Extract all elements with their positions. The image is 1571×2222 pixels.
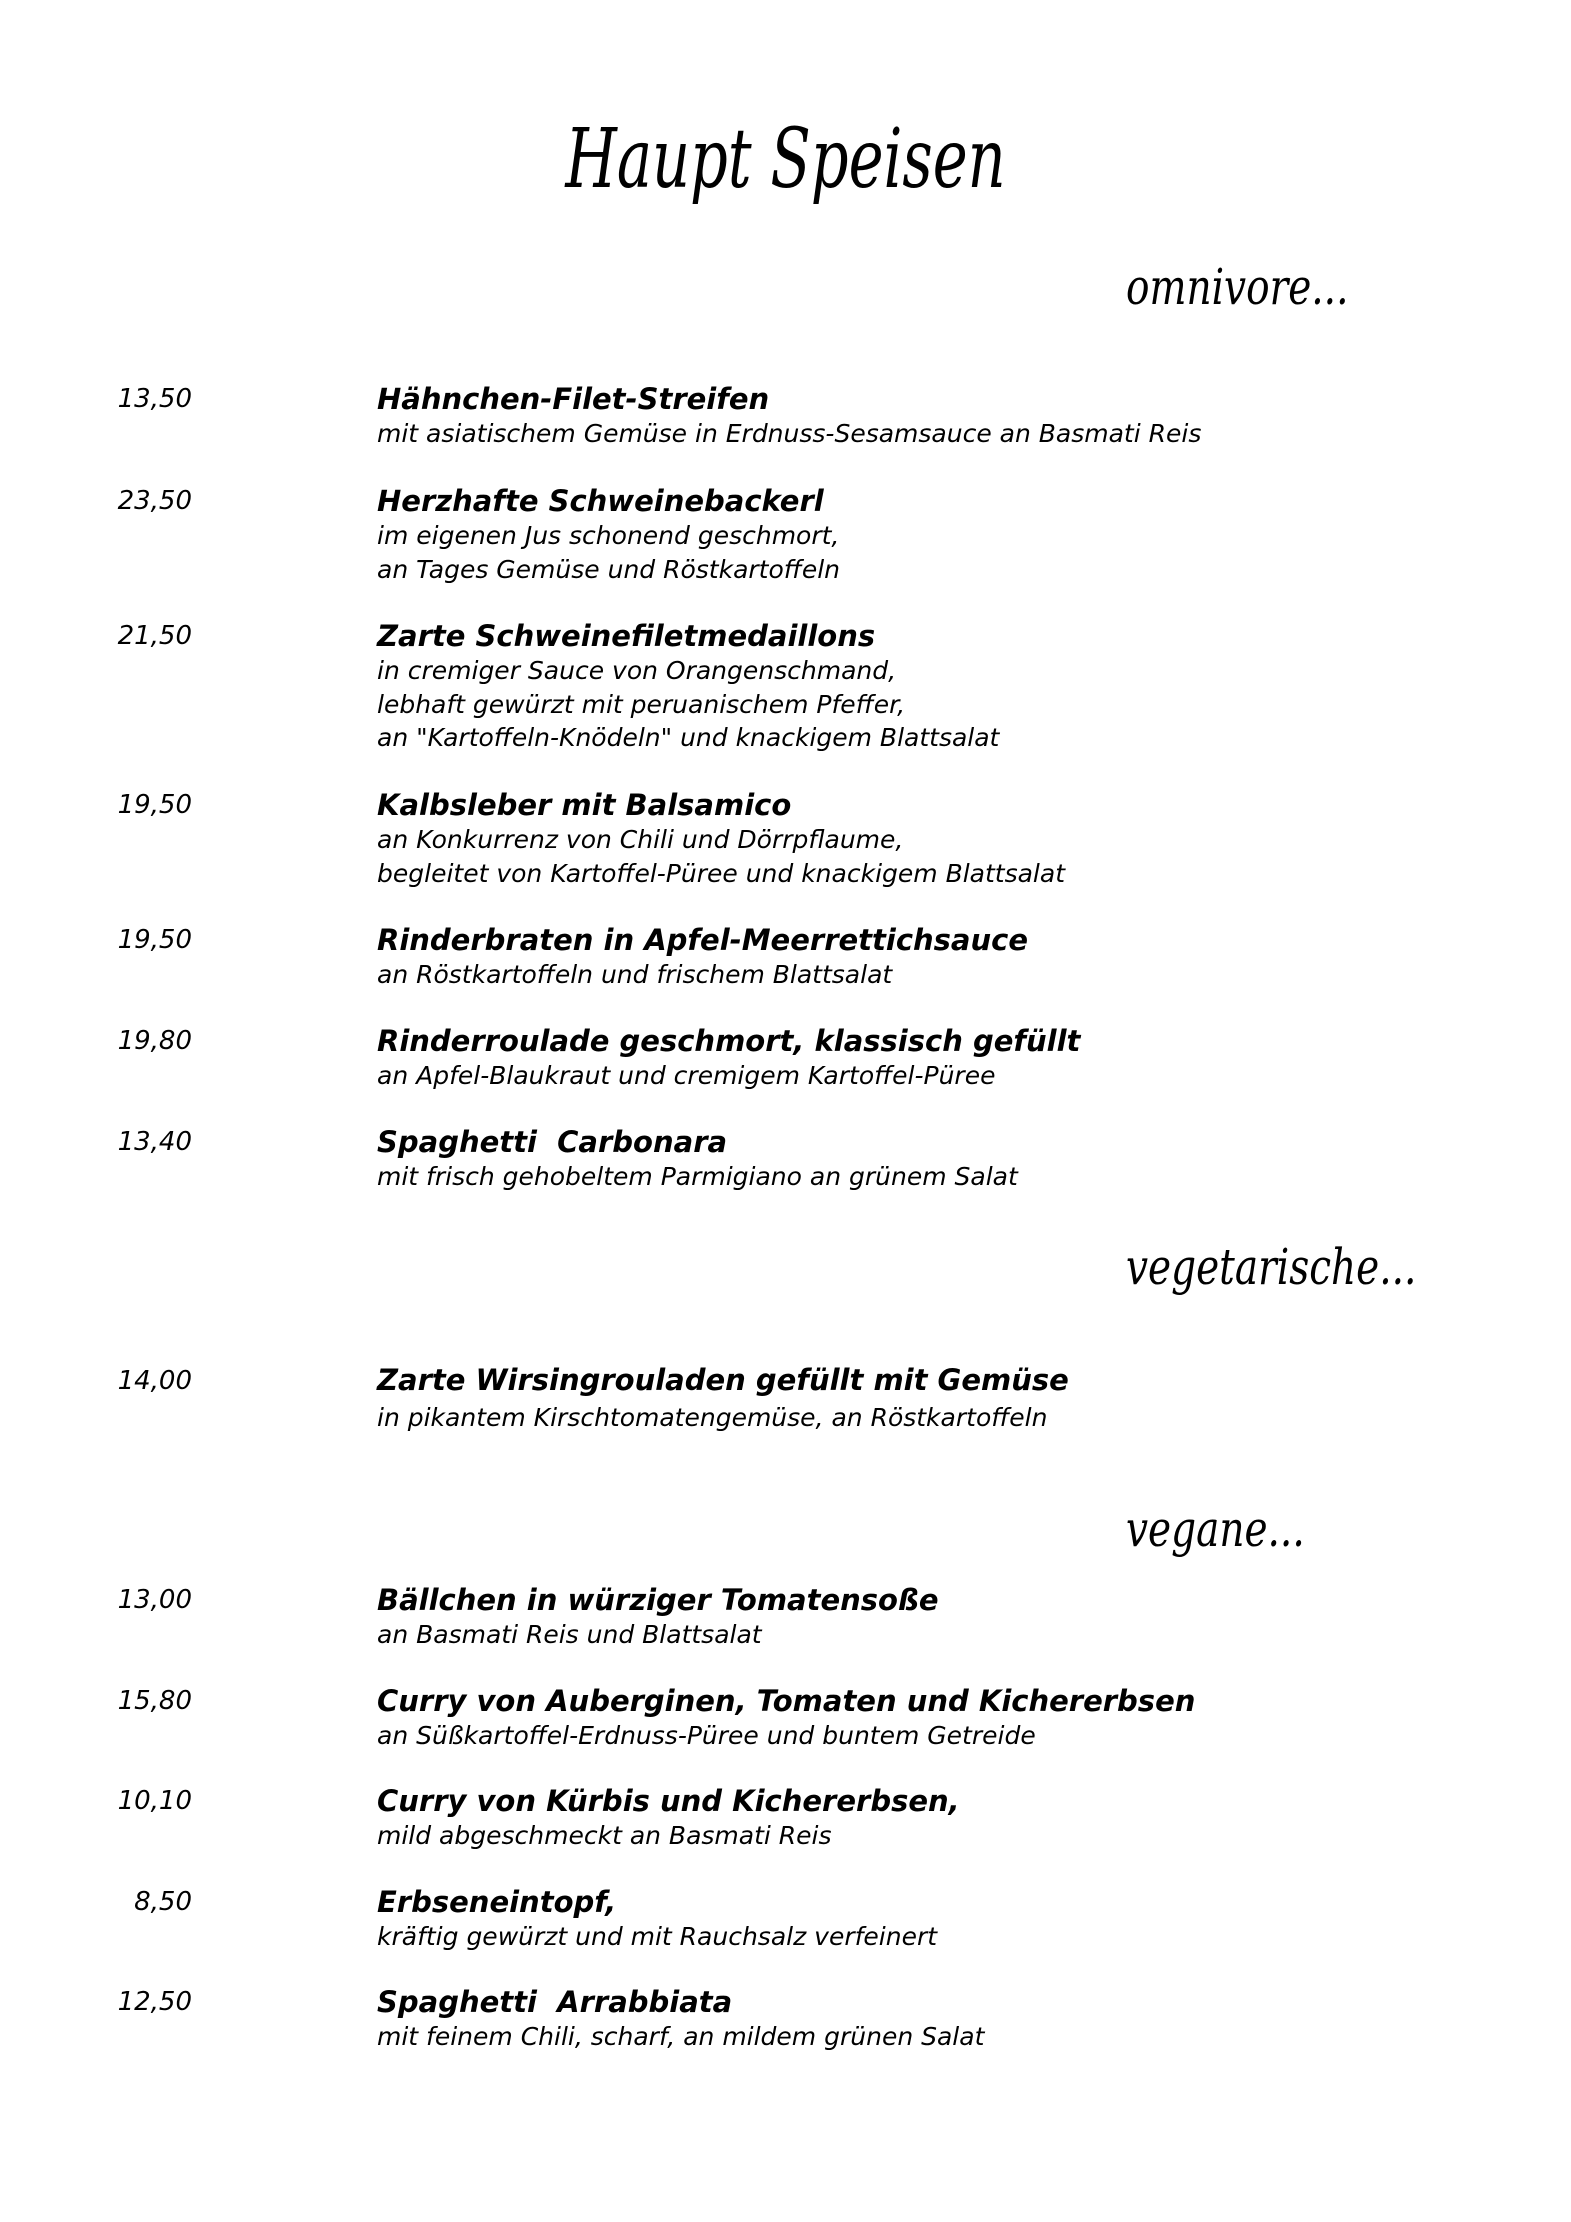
- item-description: im eigenen Jus schonend geschmort,: [377, 521, 840, 550]
- page-title: Haupt Speisen: [565, 112, 1006, 207]
- item-name: Bällchen in würziger Tomatensoße: [377, 1583, 939, 1617]
- item-name: Zarte Wirsingrouladen gefüllt mit Gemüse: [377, 1363, 1069, 1397]
- item-description: mit asiatischem Gemüse in Erdnuss-Sesamsauce an Basmati Reis: [377, 419, 1202, 448]
- item-description: an Tages Gemüse und Röstkartoffeln: [377, 554, 840, 584]
- item-price: 19,80: [117, 1026, 192, 1056]
- item-name: Erbseneintopf,: [377, 1885, 617, 1919]
- menu-item: [377, 618, 1477, 755]
- item-description: an Röstkartoffeln und frischem Blattsalat: [377, 960, 893, 989]
- menu-item: [377, 1984, 1477, 2054]
- menu-item: [377, 922, 1477, 992]
- item-description: in pikantem Kirschtomatengemüse, an Röstkartoffeln: [377, 1403, 1048, 1432]
- menu-item: [377, 1884, 1477, 1954]
- item-name: Kalbsleber mit Balsamico: [377, 788, 792, 822]
- menu-item: [377, 1683, 1477, 1753]
- menu-item: [377, 1023, 1477, 1093]
- item-description: an Konkurrenz von Chili und Dörrpflaume,: [377, 825, 904, 854]
- item-price: 8,50: [134, 1887, 192, 1917]
- item-name: Rinderroulade geschmort, klassisch gefüllt: [377, 1024, 1081, 1058]
- section-heading-vegetarian: vegetarische...: [1126, 1238, 1417, 1296]
- item-name: Spaghetti Carbonara: [377, 1125, 728, 1159]
- item-price: 23,50: [117, 486, 192, 516]
- item-price: 21,50: [117, 621, 192, 651]
- item-description: an Basmati Reis und Blattsalat: [377, 1620, 762, 1649]
- menu-item: [377, 483, 1477, 586]
- section-heading-vegan: vegane...: [1126, 1500, 1305, 1558]
- item-price: 13,40: [117, 1127, 192, 1157]
- item-price: 10,10: [117, 1786, 192, 1816]
- item-name: Curry von Auberginen, Tomaten und Kichererbsen: [377, 1684, 1196, 1718]
- item-description: mit feinem Chili, scharf, an mildem grünen Salat: [377, 2022, 985, 2051]
- item-price: 12,50: [117, 1987, 192, 2017]
- item-price: 13,50: [117, 384, 192, 414]
- item-name: Zarte Schweinefiletmedaillons: [377, 619, 876, 653]
- item-description: begleitet von Kartoffel-Püree und knackigem Blattsalat: [377, 858, 1066, 888]
- item-price: 13,00: [117, 1585, 192, 1615]
- menu-item: [377, 1362, 1477, 1435]
- section-heading-omnivore: omnivore...: [1126, 258, 1349, 316]
- item-description: kräftig gewürzt und mit Rauchsalz verfeinert: [377, 1922, 938, 1951]
- item-name: Spaghetti Arrabbiata: [377, 1985, 733, 2019]
- item-description: an "Kartoffeln-Knödeln" und knackigem Blattsalat: [377, 723, 1000, 752]
- item-description: an Apfel-Blaukraut und cremigem Kartoffel-Püree: [377, 1061, 996, 1090]
- menu-item: [377, 1124, 1477, 1194]
- item-description: mild abgeschmeckt an Basmati Reis: [377, 1821, 832, 1850]
- item-description: an Süßkartoffel-Erdnuss-Püree und buntem Getreide: [377, 1721, 1036, 1750]
- item-description: in cremiger Sauce von Orangenschmand,: [377, 656, 897, 685]
- item-name: Rinderbraten in Apfel-Meerrettichsauce: [377, 923, 1028, 957]
- menu-item: [377, 787, 1477, 890]
- item-name: Herzhafte Schweinebackerl: [377, 484, 824, 518]
- item-name: Curry von Kürbis und Kichererbsen,: [377, 1784, 960, 1818]
- menu-item: [377, 381, 1477, 451]
- item-price: 14,00: [117, 1366, 192, 1396]
- menu-item: [377, 1783, 1477, 1853]
- item-description: lebhaft gewürzt mit peruanischem Pfeffer,: [377, 689, 906, 719]
- menu-item: [377, 1582, 1477, 1652]
- item-price: 15,80: [117, 1686, 192, 1716]
- item-name: Hähnchen-Filet-Streifen: [377, 382, 770, 416]
- item-price: 19,50: [117, 790, 192, 820]
- item-description: mit frisch gehobeltem Parmigiano an grünem Salat: [377, 1162, 1018, 1191]
- item-price: 19,50: [117, 925, 192, 955]
